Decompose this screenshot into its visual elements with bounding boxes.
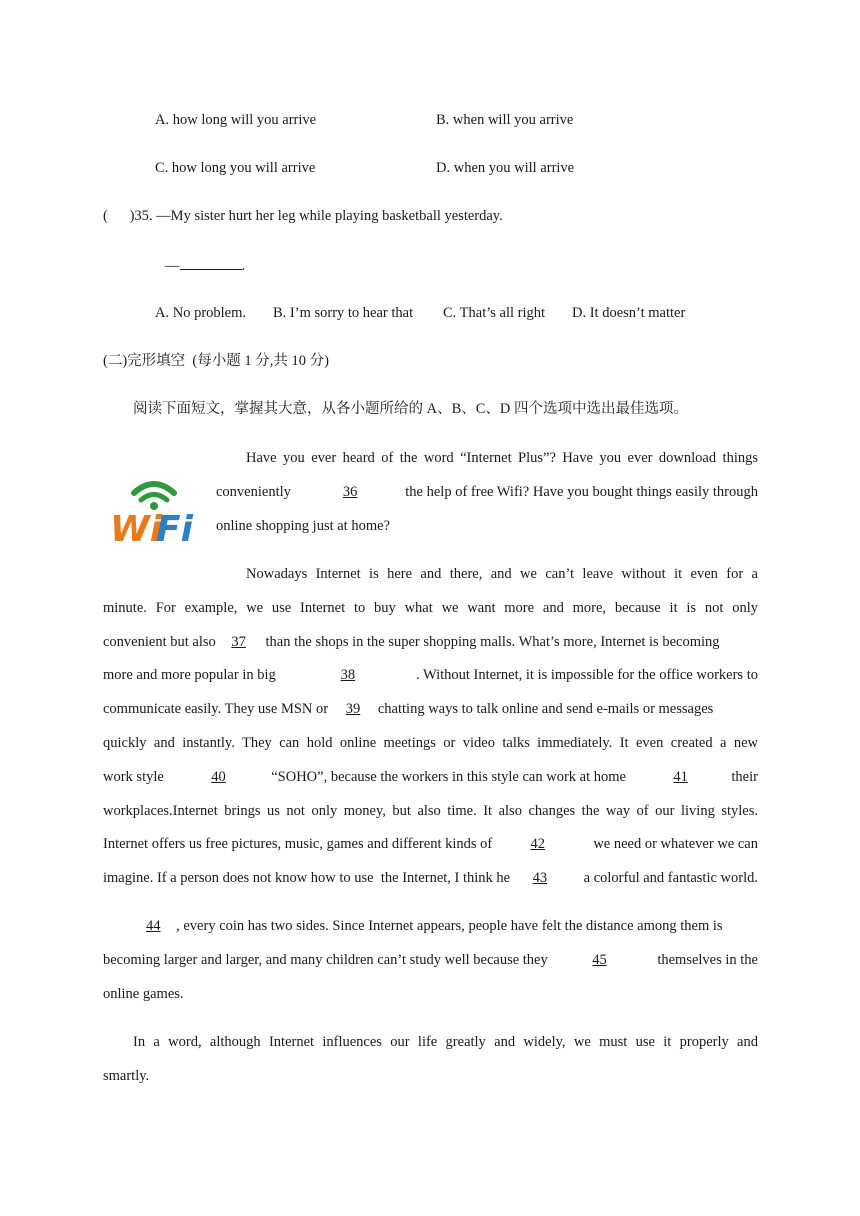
q34-option-a: A. how long will you arrive — [155, 112, 317, 128]
p1-text: the help of free Wifi? Have you bought things easily through — [405, 484, 758, 500]
p4-line-1: In a word, although Internet influences our life greatly and widely, we must use it properly and — [133, 1034, 758, 1050]
p2-text: more and more popular in big — [103, 667, 276, 683]
q34-option-d: D. when you will arrive — [436, 160, 575, 176]
p2-text: work style — [103, 769, 164, 785]
q35-stem: 35. —My sister hurt her leg while playing basketball yesterday. — [134, 208, 503, 224]
p2-text: their — [731, 769, 758, 785]
q35-reply-end: . — [241, 258, 246, 274]
section-instruction: 阅读下面短文，掌握其大意，从各小题所给的 A、B、C、D 四个选项中选出最佳选项。 — [133, 401, 689, 417]
svg-text:Wi: Wi — [110, 509, 163, 550]
p2-text: . Without Internet, it is impossible for the office workers to — [416, 667, 758, 683]
p3-text: themselves in the — [657, 952, 758, 968]
p3-text: , every coin has two sides. Since Internet appears, people have felt the distance among them is — [176, 918, 723, 934]
q35-option-d: D. It doesn’t matter — [572, 305, 686, 321]
p3-line-2 — [103, 950, 758, 970]
svg-text:Fi: Fi — [156, 509, 193, 550]
p1-line-1: Have you ever heard of the word “Internet Plus”? Have you ever download things — [246, 450, 758, 466]
p2-line-8: workplaces.Internet brings us not only money, but also time. It also changes the way of our living styles. — [103, 803, 758, 819]
p2-text: “SOHO”, because the workers in this style can work at home — [271, 769, 626, 785]
p2-line-6: quickly and instantly. They can hold online meetings or video talks immediately. It even created a new — [103, 735, 758, 751]
p2-text: Internet offers us free pictures, music, games and different kinds of — [103, 836, 493, 852]
blank-42: 42 — [530, 836, 546, 852]
q35-option-b: B. I’m sorry to hear that — [273, 305, 414, 321]
p2-text: a colorful and fantastic world. — [583, 870, 758, 886]
p1-line-3: online shopping just at home? — [216, 518, 390, 534]
blank-38: 38 — [340, 667, 356, 683]
p3-text: becoming larger and larger, and many children can’t study well because they — [103, 952, 548, 968]
p2-line-10 — [103, 868, 758, 888]
blank-40: 40 — [211, 769, 226, 785]
q35-reply-dash: — — [165, 258, 180, 274]
q34-option-b: B. when will you arrive — [436, 112, 574, 128]
p2-text: imagine. If a person does not know how to use the Internet, I think he — [103, 870, 511, 886]
p2-text: than the shops in the super shopping malls. What’s more, Internet is becoming — [265, 634, 720, 650]
blank-44: 44 — [146, 918, 161, 934]
q35-stem-line — [103, 206, 503, 226]
blank-41: 41 — [673, 769, 688, 785]
p2-line-3 — [103, 632, 720, 652]
p4-line-2: smartly. — [103, 1068, 150, 1084]
wifi-logo-icon — [108, 467, 200, 555]
p2-line-9 — [103, 834, 758, 854]
q35-option-c: C. That’s all right — [443, 305, 546, 321]
blank-37: 37 — [231, 634, 246, 650]
p2-text: communicate easily. They use MSN or — [103, 701, 329, 717]
p1-line-2 — [216, 482, 758, 502]
blank-39: 39 — [345, 701, 361, 717]
p2-line-4 — [103, 665, 758, 685]
q35-reply — [165, 255, 245, 276]
p2-text: we need or whatever we can — [593, 836, 758, 852]
answer-paren: ( ) — [103, 208, 135, 224]
section-heading: (二)完形填空 (每小题 1 分,共 10 分) — [103, 353, 329, 369]
p2-line-7 — [103, 767, 758, 787]
p3-line-1 — [140, 916, 723, 936]
p2-text: convenient but also — [103, 634, 216, 650]
blank-36: 36 — [342, 484, 358, 500]
p1-text: conveniently — [216, 484, 291, 500]
p2-line-1: Nowadays Internet is here and there, and we can’t leave without it even for a — [246, 566, 758, 582]
p2-line-5 — [103, 699, 713, 719]
blank-45: 45 — [592, 952, 607, 968]
p2-line-2: minute. For example, we use Internet to buy what we want more and more, because it is not only — [103, 600, 758, 616]
q34-option-c: C. how long you will arrive — [155, 160, 316, 176]
p3-line-3: online games. — [103, 986, 184, 1002]
p2-text: chatting ways to talk online and send e-mails or messages — [377, 701, 714, 717]
q35-option-a: A. No problem. — [155, 305, 247, 321]
blank-43: 43 — [532, 870, 548, 886]
q35-reply-blank — [180, 255, 242, 270]
